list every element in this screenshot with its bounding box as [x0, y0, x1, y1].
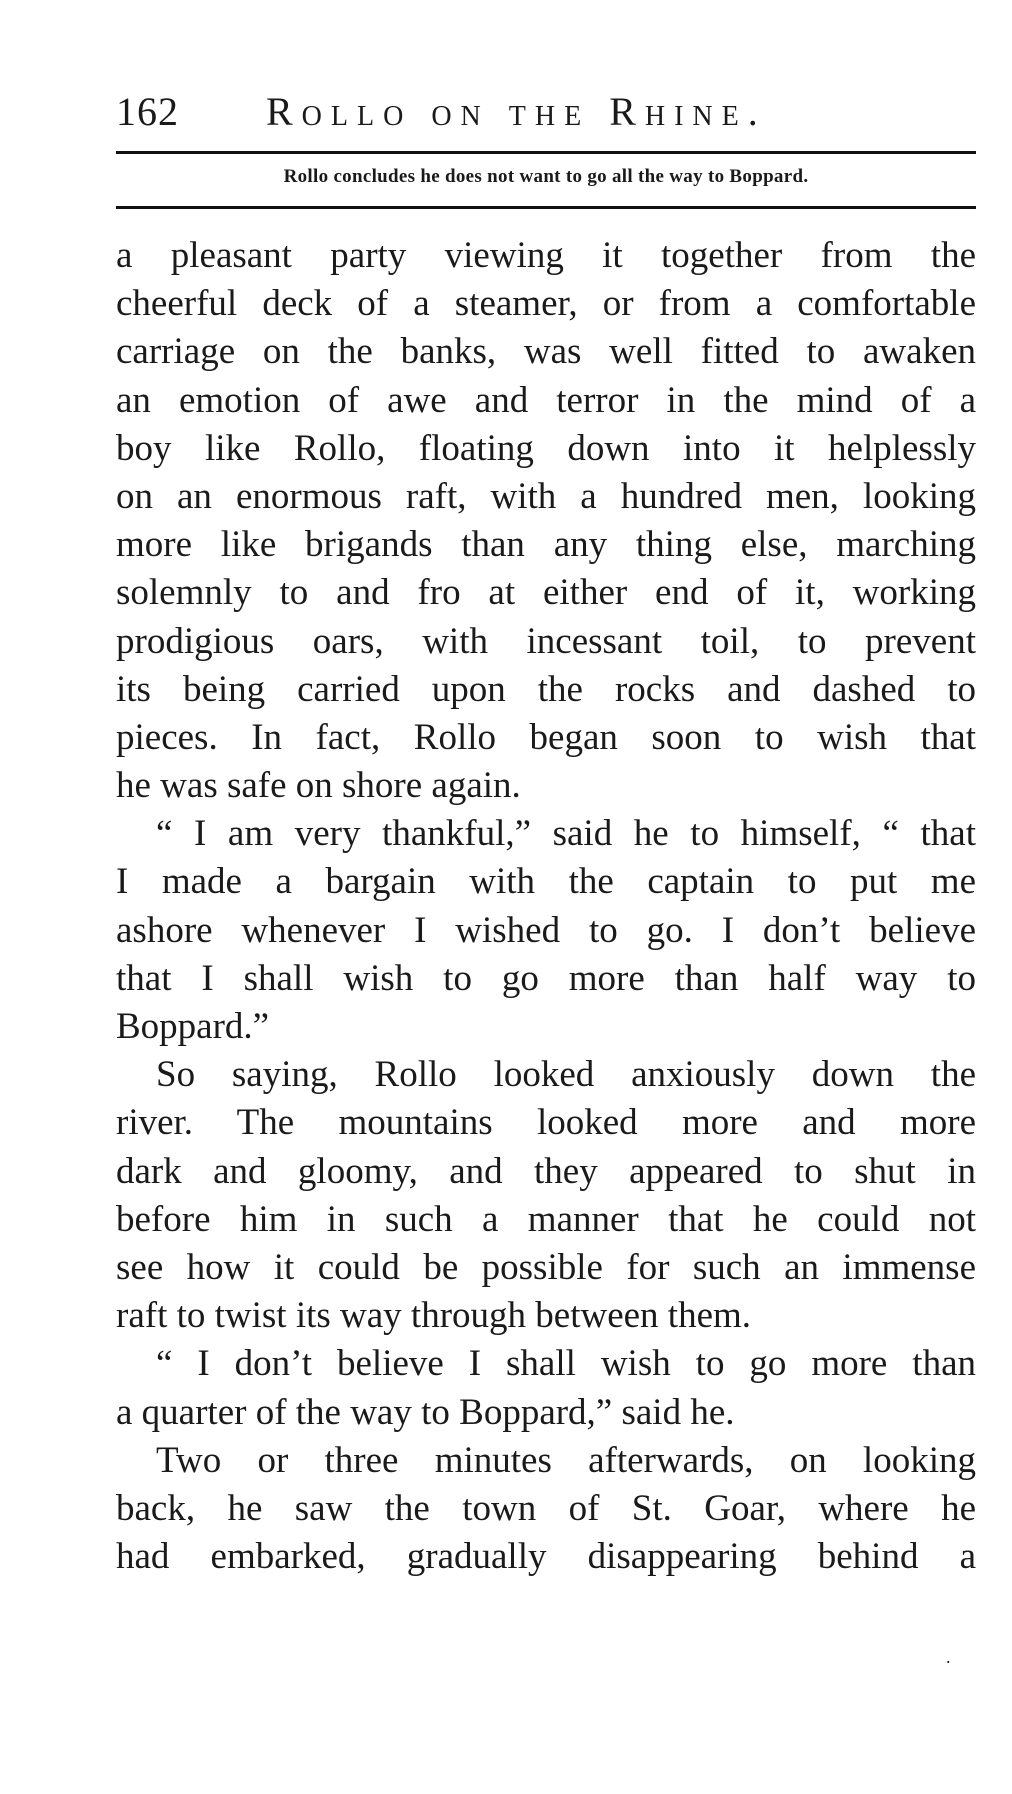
text-line: So saying, Rollo looked anxiously down the: [156, 1054, 976, 1096]
text-line: “ I am very thankful,” said he to himself, “ that: [156, 813, 976, 855]
text-line: carriage on the banks, was well fitted to awaken: [116, 331, 976, 373]
page-number: 162: [116, 89, 179, 134]
text-line: prodigious oars, with incessant toil, to prevent: [116, 620, 976, 662]
text-line: river. The mountains looked more and more: [116, 1102, 976, 1144]
text-line: back, he saw the town of St. Goar, where he: [116, 1487, 976, 1529]
text-line: an emotion of awe and terror in the mind of a: [116, 379, 976, 421]
text-line: Two or three minutes afterwards, on looking: [156, 1439, 976, 1481]
text-line: its being carried upon the rocks and dashed to: [116, 668, 976, 710]
text-line: dark and gloomy, and they appeared to shut in: [116, 1150, 976, 1192]
text-line: boy like Rollo, floating down into it helplessly: [116, 427, 976, 469]
text-line: ashore whenever I wished to go. I don’t believe: [116, 909, 976, 951]
bottom-rule: [116, 206, 976, 209]
text-line: “ I don’t believe I shall wish to go more than: [156, 1343, 976, 1385]
text-line: had embarked, gradually disappearing behind a: [116, 1536, 976, 1578]
text-line: solemnly to and fro at either end of it, working: [116, 572, 976, 614]
running-head: [116, 88, 976, 138]
text-line: a quarter of the way to Boppard,” said he.: [116, 1391, 735, 1433]
text-line: cheerful deck of a steamer, or from a comfortable: [116, 283, 976, 325]
text-line: pieces. In fact, Rollo began soon to wish that: [116, 716, 976, 758]
top-rule: [116, 151, 976, 154]
book-title: Rollo on the Rhine.: [266, 89, 767, 134]
text-line: Boppard.”: [116, 1006, 270, 1047]
text-line: on an enormous raft, with a hundred men, looking: [116, 475, 976, 517]
text-line: that I shall wish to go more than half way to: [116, 957, 976, 999]
text-line: see how it could be possible for such an immense: [116, 1246, 976, 1288]
text-line: he was safe on shore again.: [116, 765, 521, 807]
body-text: [116, 232, 976, 1581]
text-line: I made a bargain with the captain to put me: [116, 861, 976, 903]
text-line: a pleasant party viewing it together from the: [116, 235, 976, 276]
chapter-subhead: Rollo concludes he does not want to go all the way to Boppard.: [283, 166, 809, 187]
text-line: before him in such a manner that he could not: [116, 1198, 976, 1240]
text-line: raft to twist its way through between them.: [116, 1295, 752, 1337]
text-line: more like brigands than any thing else, marching: [116, 524, 976, 566]
stray-mark: .: [946, 1647, 951, 1667]
